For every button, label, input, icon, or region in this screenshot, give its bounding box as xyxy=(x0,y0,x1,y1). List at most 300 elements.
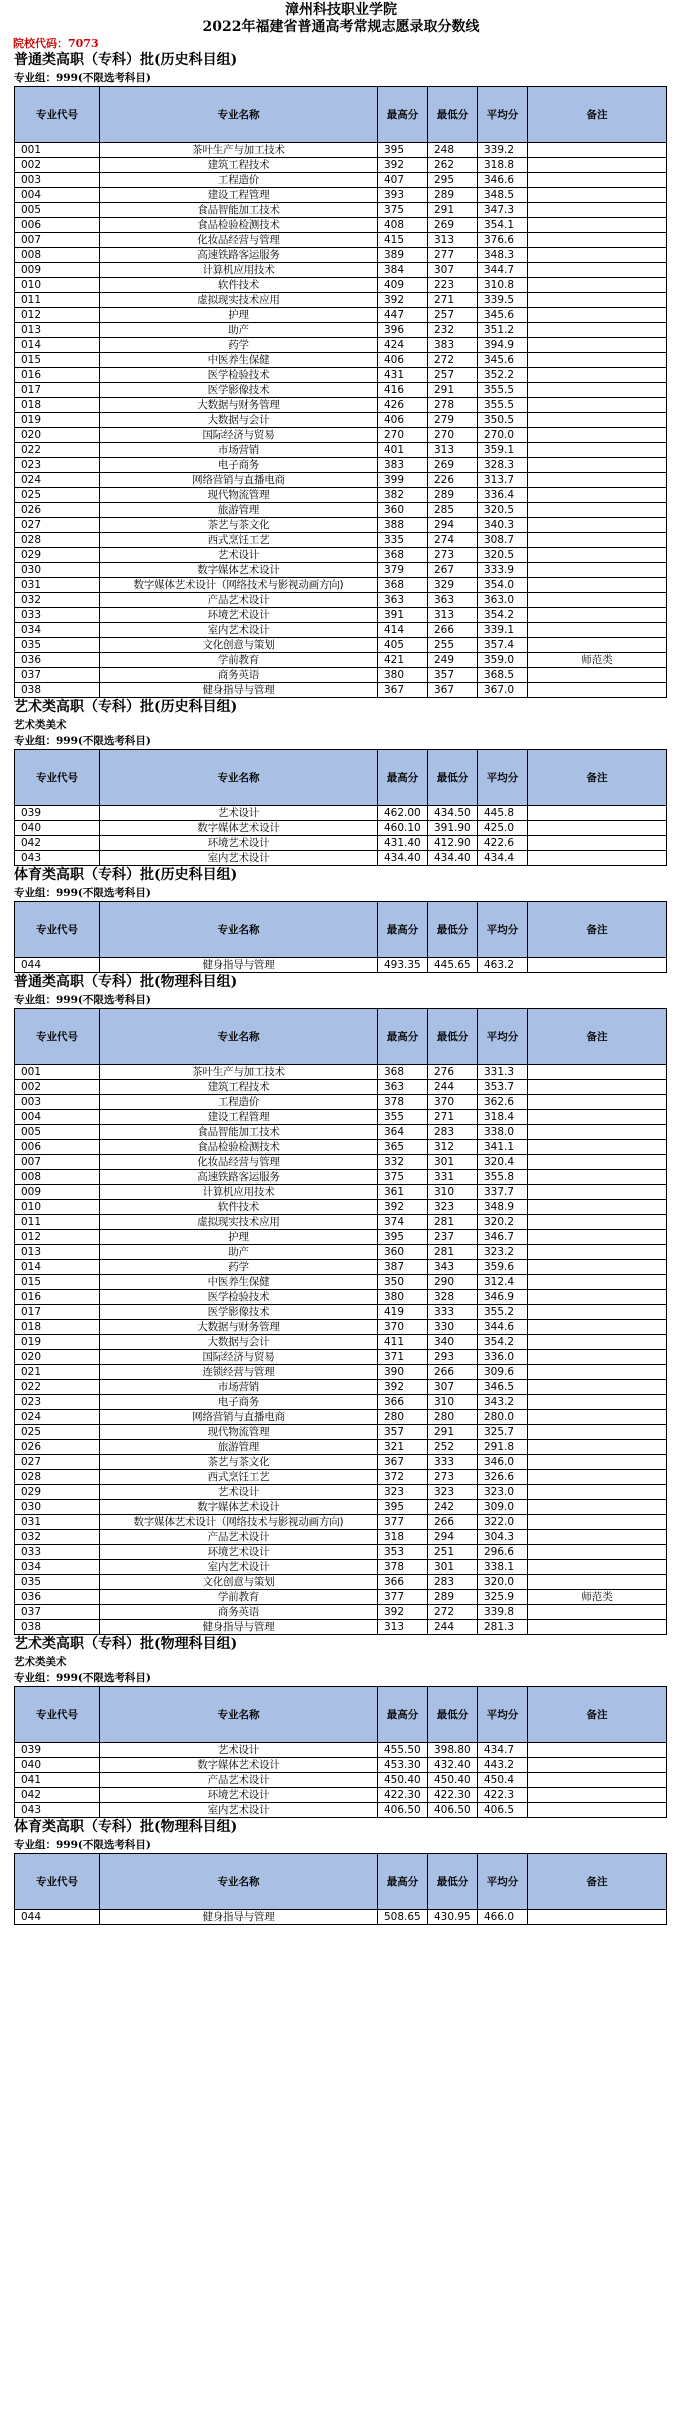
remark xyxy=(528,1170,667,1185)
max-score: 380 xyxy=(378,1290,428,1305)
major-name: 国际经济与贸易 xyxy=(100,1350,378,1365)
avg-score: 339.8 xyxy=(478,1605,528,1620)
remark xyxy=(528,458,667,473)
avg-score: 343.2 xyxy=(478,1395,528,1410)
table-row xyxy=(15,1125,667,1140)
table-row xyxy=(15,1155,667,1170)
max-score: 361 xyxy=(378,1185,428,1200)
table-row xyxy=(15,1470,667,1485)
min-score: 242 xyxy=(428,1500,478,1515)
min-score: 277 xyxy=(428,248,478,263)
avg-score: 422.6 xyxy=(478,836,528,851)
avg-score: 363.0 xyxy=(478,593,528,608)
avg-score: 318.8 xyxy=(478,158,528,173)
table-row xyxy=(15,533,667,548)
min-score: 271 xyxy=(428,1110,478,1125)
min-score: 232 xyxy=(428,323,478,338)
major-code: 031 xyxy=(15,578,100,593)
avg-score: 359.1 xyxy=(478,443,528,458)
remark xyxy=(528,1410,667,1425)
max-score: 378 xyxy=(378,1095,428,1110)
avg-score: 323.2 xyxy=(478,1245,528,1260)
column-header: 专业代号 xyxy=(15,750,100,806)
section-subtitle: 艺术类美术 xyxy=(14,1656,67,1668)
major-name: 软件技术 xyxy=(100,1200,378,1215)
remark xyxy=(528,1230,667,1245)
table-row xyxy=(15,428,667,443)
min-score: 331 xyxy=(428,1170,478,1185)
major-code: 017 xyxy=(15,383,100,398)
table-row xyxy=(15,278,667,293)
avg-score: 320.4 xyxy=(478,1155,528,1170)
max-score: 382 xyxy=(378,488,428,503)
table-row xyxy=(15,458,667,473)
min-score: 370 xyxy=(428,1095,478,1110)
table-row xyxy=(15,1140,667,1155)
major-name: 西式烹饪工艺 xyxy=(100,1470,378,1485)
avg-score: 355.5 xyxy=(478,383,528,398)
max-score: 421 xyxy=(378,653,428,668)
max-score: 395 xyxy=(378,143,428,158)
column-header: 最高分 xyxy=(378,902,428,958)
avg-score: 352.2 xyxy=(478,368,528,383)
table-row xyxy=(15,1080,667,1095)
max-score: 431 xyxy=(378,368,428,383)
major-name: 医学检验技术 xyxy=(100,1290,378,1305)
major-code: 024 xyxy=(15,1410,100,1425)
max-score: 401 xyxy=(378,443,428,458)
remark xyxy=(528,1260,667,1275)
min-score: 273 xyxy=(428,1470,478,1485)
min-score: 270 xyxy=(428,428,478,443)
major-code: 023 xyxy=(15,1395,100,1410)
avg-score: 312.4 xyxy=(478,1275,528,1290)
avg-score: 339.5 xyxy=(478,293,528,308)
column-header: 专业名称 xyxy=(100,1854,378,1910)
table-row xyxy=(15,218,667,233)
major-name: 食品检验检测技术 xyxy=(100,1140,378,1155)
column-header: 备注 xyxy=(528,1009,667,1065)
section-title: 体育类高职（专科）批(历史科目组) xyxy=(14,867,238,883)
avg-score: 313.7 xyxy=(478,473,528,488)
min-score: 301 xyxy=(428,1155,478,1170)
score-section xyxy=(0,698,682,866)
major-code: 044 xyxy=(15,1910,100,1925)
section-subtitle: 专业组：999(不限选考科目) xyxy=(14,994,151,1006)
min-score: 283 xyxy=(428,1575,478,1590)
section-subtitle: 专业组：999(不限选考科目) xyxy=(14,72,151,84)
avg-score: 323.0 xyxy=(478,1485,528,1500)
max-score: 426 xyxy=(378,398,428,413)
min-score: 226 xyxy=(428,473,478,488)
major-code: 009 xyxy=(15,263,100,278)
avg-score: 325.7 xyxy=(478,1425,528,1440)
avg-score: 406.5 xyxy=(478,1803,528,1818)
max-score: 372 xyxy=(378,1470,428,1485)
table-row xyxy=(15,188,667,203)
score-table xyxy=(14,1853,667,1925)
max-score: 434.40 xyxy=(378,851,428,866)
major-code: 031 xyxy=(15,1515,100,1530)
max-score: 447 xyxy=(378,308,428,323)
major-name: 旅游管理 xyxy=(100,503,378,518)
major-name: 高速铁路客运服务 xyxy=(100,1170,378,1185)
remark xyxy=(528,383,667,398)
major-name: 虚拟现实技术应用 xyxy=(100,293,378,308)
table-row xyxy=(15,1425,667,1440)
section-subtitle: 专业组：999(不限选考科目) xyxy=(14,887,151,899)
min-score: 307 xyxy=(428,1380,478,1395)
major-code: 013 xyxy=(15,1245,100,1260)
major-code: 023 xyxy=(15,458,100,473)
avg-score: 346.7 xyxy=(478,1230,528,1245)
remark xyxy=(528,158,667,173)
max-score: 391 xyxy=(378,608,428,623)
major-code: 018 xyxy=(15,1320,100,1335)
avg-score: 394.9 xyxy=(478,338,528,353)
remark xyxy=(528,1470,667,1485)
major-code: 005 xyxy=(15,203,100,218)
major-code: 017 xyxy=(15,1305,100,1320)
avg-score: 337.7 xyxy=(478,1185,528,1200)
table-row xyxy=(15,233,667,248)
min-score: 343 xyxy=(428,1260,478,1275)
major-name: 艺术设计 xyxy=(100,548,378,563)
score-table xyxy=(14,1686,667,1818)
section-subtitle: 专业组：999(不限选考科目) xyxy=(14,735,151,747)
max-score: 280 xyxy=(378,1410,428,1425)
column-header: 最低分 xyxy=(428,1854,478,1910)
section-subtitle: 专业组：999(不限选考科目) xyxy=(14,1839,151,1851)
avg-score: 320.2 xyxy=(478,1215,528,1230)
table-row xyxy=(15,398,667,413)
table-row xyxy=(15,1230,667,1245)
table-row xyxy=(15,1455,667,1470)
avg-score: 422.3 xyxy=(478,1788,528,1803)
avg-score: 344.7 xyxy=(478,263,528,278)
avg-score: 445.8 xyxy=(478,806,528,821)
min-score: 267 xyxy=(428,563,478,578)
score-table xyxy=(14,901,667,973)
avg-score: 310.8 xyxy=(478,278,528,293)
major-name: 中医养生保健 xyxy=(100,353,378,368)
remark xyxy=(528,608,667,623)
major-name: 产品艺术设计 xyxy=(100,1773,378,1788)
major-code: 008 xyxy=(15,1170,100,1185)
major-name: 化妆品经营与管理 xyxy=(100,1155,378,1170)
min-score: 391.90 xyxy=(428,821,478,836)
max-score: 321 xyxy=(378,1440,428,1455)
major-code: 004 xyxy=(15,1110,100,1125)
section-title: 普通类高职（专科）批(物理科目组) xyxy=(14,974,238,990)
min-score: 333 xyxy=(428,1305,478,1320)
avg-score: 346.0 xyxy=(478,1455,528,1470)
min-score: 307 xyxy=(428,263,478,278)
major-name: 大数据与会计 xyxy=(100,413,378,428)
column-header: 最低分 xyxy=(428,87,478,143)
max-score: 384 xyxy=(378,263,428,278)
table-row xyxy=(15,1095,667,1110)
major-name: 室内艺术设计 xyxy=(100,1560,378,1575)
avg-score: 354.1 xyxy=(478,218,528,233)
max-score: 415 xyxy=(378,233,428,248)
table-row xyxy=(15,1320,667,1335)
remark xyxy=(528,1530,667,1545)
major-code: 042 xyxy=(15,836,100,851)
avg-score: 350.5 xyxy=(478,413,528,428)
max-score: 424 xyxy=(378,338,428,353)
remark xyxy=(528,1545,667,1560)
avg-score: 304.3 xyxy=(478,1530,528,1545)
remark xyxy=(528,353,667,368)
major-name: 医学影像技术 xyxy=(100,383,378,398)
min-score: 313 xyxy=(428,233,478,248)
min-score: 329 xyxy=(428,578,478,593)
column-header: 平均分 xyxy=(478,87,528,143)
max-score: 493.35 xyxy=(378,958,428,973)
avg-score: 348.5 xyxy=(478,188,528,203)
table-row xyxy=(15,158,667,173)
max-score: 395 xyxy=(378,1500,428,1515)
avg-score: 318.4 xyxy=(478,1110,528,1125)
avg-score: 344.6 xyxy=(478,1320,528,1335)
table-header xyxy=(15,750,667,806)
remark xyxy=(528,1575,667,1590)
max-score: 363 xyxy=(378,1080,428,1095)
table-row xyxy=(15,413,667,428)
table-row xyxy=(15,1170,667,1185)
max-score: 377 xyxy=(378,1590,428,1605)
remark xyxy=(528,1185,667,1200)
remark xyxy=(528,1110,667,1125)
avg-score: 466.0 xyxy=(478,1910,528,1925)
section-title: 普通类高职（专科）批(历史科目组) xyxy=(14,52,238,68)
remark xyxy=(528,1773,667,1788)
min-score: 257 xyxy=(428,368,478,383)
avg-score: 354.2 xyxy=(478,608,528,623)
score-table xyxy=(14,749,667,866)
avg-score: 336.4 xyxy=(478,488,528,503)
remark xyxy=(528,1743,667,1758)
remark xyxy=(528,1620,667,1635)
major-name: 护理 xyxy=(100,1230,378,1245)
major-name: 药学 xyxy=(100,338,378,353)
max-score: 371 xyxy=(378,1350,428,1365)
column-header: 最高分 xyxy=(378,1687,428,1743)
section-title: 艺术类高职（专科）批(历史科目组) xyxy=(14,699,238,715)
table-row xyxy=(15,1440,667,1455)
remark xyxy=(528,338,667,353)
remark xyxy=(528,958,667,973)
avg-score: 325.9 xyxy=(478,1590,528,1605)
section-subtitle: 专业组：999(不限选考科目) xyxy=(14,1672,151,1684)
major-name: 健身指导与管理 xyxy=(100,1910,378,1925)
major-code: 012 xyxy=(15,1230,100,1245)
table-row xyxy=(15,683,667,698)
major-name: 护理 xyxy=(100,308,378,323)
major-code: 020 xyxy=(15,428,100,443)
remark xyxy=(528,1140,667,1155)
remark xyxy=(528,188,667,203)
column-header: 专业代号 xyxy=(15,87,100,143)
remark xyxy=(528,806,667,821)
major-code: 007 xyxy=(15,1155,100,1170)
column-header: 备注 xyxy=(528,750,667,806)
table-row xyxy=(15,323,667,338)
max-score: 414 xyxy=(378,623,428,638)
min-score: 271 xyxy=(428,293,478,308)
major-name: 电子商务 xyxy=(100,458,378,473)
major-code: 002 xyxy=(15,1080,100,1095)
major-code: 034 xyxy=(15,1560,100,1575)
section-subtitle: 艺术类美术 xyxy=(14,719,67,731)
remark xyxy=(528,233,667,248)
column-header: 备注 xyxy=(528,902,667,958)
column-header: 备注 xyxy=(528,1687,667,1743)
max-score: 357 xyxy=(378,1425,428,1440)
table-row xyxy=(15,1515,667,1530)
min-score: 291 xyxy=(428,1425,478,1440)
max-score: 409 xyxy=(378,278,428,293)
max-score: 408 xyxy=(378,218,428,233)
major-code: 026 xyxy=(15,503,100,518)
min-score: 310 xyxy=(428,1185,478,1200)
min-score: 249 xyxy=(428,653,478,668)
major-code: 011 xyxy=(15,293,100,308)
avg-score: 339.2 xyxy=(478,143,528,158)
major-name: 建设工程管理 xyxy=(100,188,378,203)
major-name: 助产 xyxy=(100,1245,378,1260)
remark xyxy=(528,638,667,653)
remark xyxy=(528,1380,667,1395)
min-score: 281 xyxy=(428,1245,478,1260)
remark xyxy=(528,173,667,188)
min-score: 434.40 xyxy=(428,851,478,866)
major-code: 010 xyxy=(15,1200,100,1215)
max-score: 399 xyxy=(378,473,428,488)
column-header: 最高分 xyxy=(378,87,428,143)
table-row xyxy=(15,1788,667,1803)
max-score: 416 xyxy=(378,383,428,398)
remark xyxy=(528,308,667,323)
major-name: 环境艺术设计 xyxy=(100,1545,378,1560)
min-score: 340 xyxy=(428,1335,478,1350)
major-code: 016 xyxy=(15,368,100,383)
remark xyxy=(528,203,667,218)
table-row xyxy=(15,1500,667,1515)
major-code: 013 xyxy=(15,323,100,338)
max-score: 392 xyxy=(378,293,428,308)
max-score: 367 xyxy=(378,683,428,698)
major-name: 茶叶生产与加工技术 xyxy=(100,143,378,158)
avg-score: 348.3 xyxy=(478,248,528,263)
remark: 师范类 xyxy=(528,1590,667,1605)
min-score: 367 xyxy=(428,683,478,698)
max-score: 392 xyxy=(378,1380,428,1395)
major-code: 012 xyxy=(15,308,100,323)
remark xyxy=(528,518,667,533)
major-name: 现代物流管理 xyxy=(100,1425,378,1440)
column-header: 专业代号 xyxy=(15,1009,100,1065)
column-header: 最高分 xyxy=(378,1854,428,1910)
major-code: 040 xyxy=(15,821,100,836)
avg-score: 338.1 xyxy=(478,1560,528,1575)
min-score: 274 xyxy=(428,533,478,548)
avg-score: 434.7 xyxy=(478,1743,528,1758)
major-name: 食品智能加工技术 xyxy=(100,1125,378,1140)
min-score: 289 xyxy=(428,188,478,203)
major-name: 茶叶生产与加工技术 xyxy=(100,1065,378,1080)
min-score: 266 xyxy=(428,1365,478,1380)
max-score: 455.50 xyxy=(378,1743,428,1758)
remark xyxy=(528,668,667,683)
remark xyxy=(528,503,667,518)
table-row xyxy=(15,1545,667,1560)
max-score: 377 xyxy=(378,1515,428,1530)
avg-score: 345.6 xyxy=(478,308,528,323)
max-score: 388 xyxy=(378,518,428,533)
table-row xyxy=(15,1305,667,1320)
remark xyxy=(528,1605,667,1620)
avg-score: 425.0 xyxy=(478,821,528,836)
table-row xyxy=(15,293,667,308)
major-name: 药学 xyxy=(100,1260,378,1275)
remark xyxy=(528,1455,667,1470)
table-row xyxy=(15,1530,667,1545)
major-name: 食品检验检测技术 xyxy=(100,218,378,233)
min-score: 244 xyxy=(428,1080,478,1095)
remark xyxy=(528,1065,667,1080)
remark xyxy=(528,1395,667,1410)
major-name: 电子商务 xyxy=(100,1395,378,1410)
max-score: 392 xyxy=(378,1605,428,1620)
major-name: 茶艺与茶文化 xyxy=(100,1455,378,1470)
table-row xyxy=(15,1620,667,1635)
major-code: 042 xyxy=(15,1788,100,1803)
min-score: 294 xyxy=(428,1530,478,1545)
remark xyxy=(528,851,667,866)
min-score: 313 xyxy=(428,608,478,623)
min-score: 450.40 xyxy=(428,1773,478,1788)
major-name: 艺术设计 xyxy=(100,1485,378,1500)
remark xyxy=(528,1095,667,1110)
major-code: 044 xyxy=(15,958,100,973)
min-score: 434.50 xyxy=(428,806,478,821)
max-score: 370 xyxy=(378,1320,428,1335)
table-row xyxy=(15,353,667,368)
table-row xyxy=(15,173,667,188)
min-score: 432.40 xyxy=(428,1758,478,1773)
major-code: 019 xyxy=(15,413,100,428)
major-code: 027 xyxy=(15,518,100,533)
avg-score: 346.6 xyxy=(478,173,528,188)
min-score: 301 xyxy=(428,1560,478,1575)
table-row xyxy=(15,1110,667,1125)
table-row xyxy=(15,1743,667,1758)
min-score: 273 xyxy=(428,548,478,563)
major-code: 007 xyxy=(15,233,100,248)
column-header: 专业名称 xyxy=(100,1687,378,1743)
avg-score: 362.6 xyxy=(478,1095,528,1110)
major-code: 025 xyxy=(15,1425,100,1440)
remark xyxy=(528,1500,667,1515)
remark xyxy=(528,293,667,308)
column-header: 专业名称 xyxy=(100,1009,378,1065)
max-score: 363 xyxy=(378,593,428,608)
max-score: 379 xyxy=(378,563,428,578)
max-score: 406 xyxy=(378,413,428,428)
score-section xyxy=(0,866,682,973)
